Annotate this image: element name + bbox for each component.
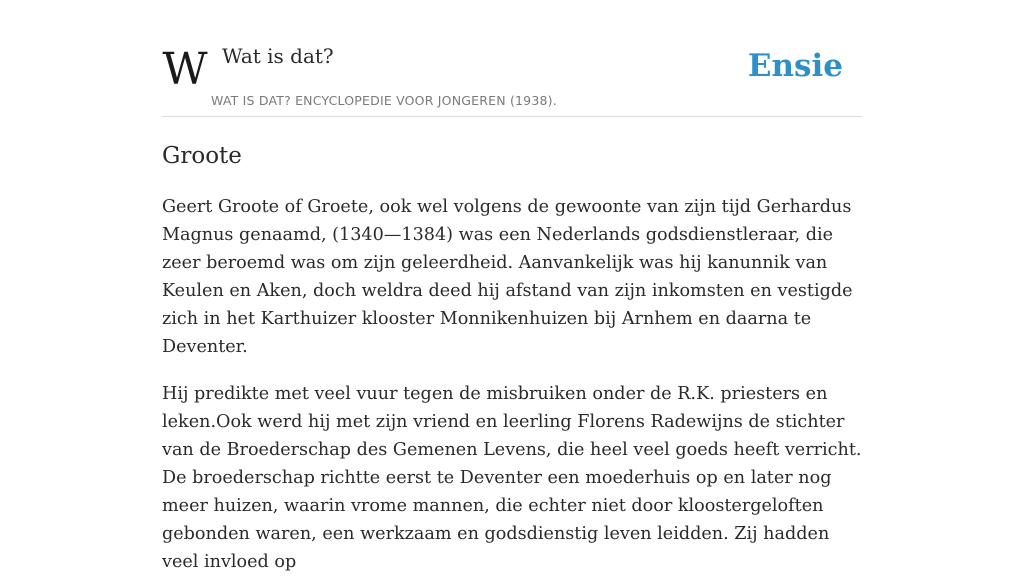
page — [162, 0, 862, 572]
header — [162, 0, 862, 117]
site-name[interactable]: Wat is dat? — [222, 44, 334, 68]
article-paragraph: Geert Groote of Groete, ook wel volgens de gewoonte van zijn tijd Gerhardus Magnus genaamd, (1340—1384) was een Nederlands godsdienstleraar, die zeer beroemd was om zijn geleerdheid. Aanvankelijk was hij kanunnik van Keulen en Aken, doch weldra deed hij afstand van zijn inkomsten en vestigde zich in het Karthuizer klooster Monnikenhuizen bij Arnhem en daarna te Deventer. — [162, 197, 853, 357]
ensie-brand-link[interactable]: Ensie — [747, 48, 843, 84]
page-title: Groote — [162, 143, 242, 169]
svg-text:W: W — [162, 44, 208, 95]
article-paragraph: Hij predikte met veel vuur tegen de misbruiken onder de R.K. priesters en leken.Ook werd hij met zijn vriend en leerling Florens Radewijns de stichter van de Broederschap des Gemenen Levens, die heel veel goeds heeft verricht. De broederschap richtte eerst te Deventer een moederhuis op en later nog meer huizen, waarin vrome mannen, die echter niet door kloostergeloften gebonden waren, een werkzaam en godsdienstig leven leidden. Zij hadden veel invloed op — [162, 384, 862, 572]
wikipedia-w-icon[interactable] — [162, 46, 210, 94]
site-subtitle: WAT IS DAT? ENCYCLOPEDIE VOOR JONGEREN (1938). — [211, 93, 557, 108]
